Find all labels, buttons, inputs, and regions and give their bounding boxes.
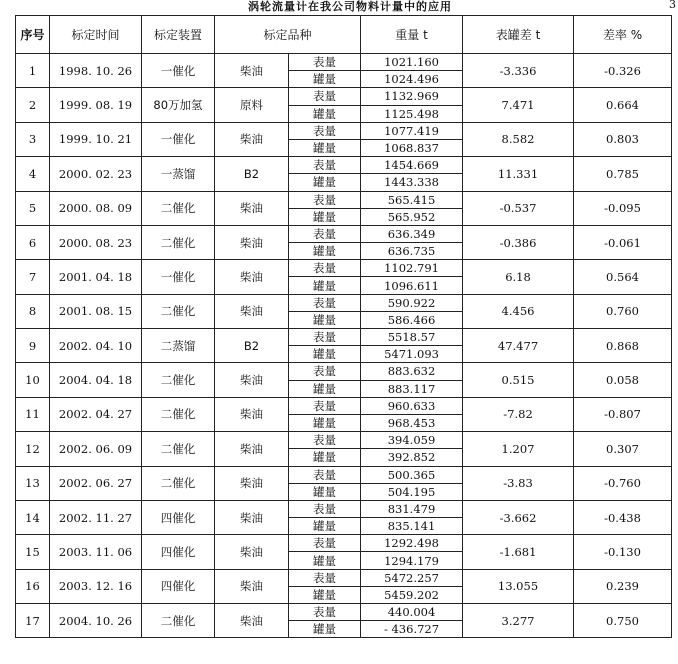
row-seq: 17 (16, 604, 50, 638)
tank-weight: 1068.837 (361, 139, 463, 156)
row-rate: 0.564 (574, 260, 672, 294)
meter-label: 表量 (289, 294, 361, 311)
row-seq: 7 (16, 260, 50, 294)
table-row (16, 225, 672, 242)
row-date: 2001. 08. 15 (50, 294, 142, 328)
row-rate: -0.130 (574, 535, 672, 569)
row-rate: 0.868 (574, 329, 672, 363)
tank-weight: 1024.496 (361, 71, 463, 88)
row-product: B2 (215, 157, 289, 191)
tank-weight: 1125.498 (361, 105, 463, 122)
row-diff: -3.662 (463, 500, 574, 534)
table-body (16, 54, 672, 638)
table-row (16, 432, 672, 449)
row-diff: -1.681 (463, 535, 574, 569)
page-number: 3 (669, 0, 676, 11)
row-device: 二催化 (142, 191, 215, 225)
row-seq: 1 (16, 54, 50, 88)
tank-label: 罐量 (289, 552, 361, 569)
row-product: 柴油 (215, 54, 289, 88)
table-row (16, 294, 672, 311)
row-rate: -0.095 (574, 191, 672, 225)
row-device: 一蒸馏 (142, 157, 215, 191)
row-device: 二催化 (142, 466, 215, 500)
tank-label: 罐量 (289, 518, 361, 535)
row-date: 2000. 08. 09 (50, 191, 142, 225)
meter-weight: 500.365 (361, 466, 463, 483)
row-date: 2002. 11. 27 (50, 500, 142, 534)
tank-label: 罐量 (289, 586, 361, 603)
meter-label: 表量 (289, 535, 361, 552)
row-date: 2002. 06. 09 (50, 432, 142, 466)
meter-label: 表量 (289, 225, 361, 242)
tank-label: 罐量 (289, 621, 361, 638)
meter-weight: 1021.160 (361, 54, 463, 71)
meter-weight: 394.059 (361, 432, 463, 449)
row-product: 柴油 (215, 122, 289, 156)
row-diff: -3.83 (463, 466, 574, 500)
tank-weight: 504.195 (361, 483, 463, 500)
row-date: 1999. 08. 19 (50, 88, 142, 122)
row-product: 柴油 (215, 225, 289, 259)
meter-weight: 1102.791 (361, 260, 463, 277)
row-date: 2003. 11. 06 (50, 535, 142, 569)
row-diff: 11.331 (463, 157, 574, 191)
meter-label: 表量 (289, 329, 361, 346)
row-product: 柴油 (215, 569, 289, 603)
row-diff: 1.207 (463, 432, 574, 466)
row-device: 四催化 (142, 500, 215, 534)
meter-weight: 1077.419 (361, 122, 463, 139)
table-row (16, 157, 672, 174)
header-rate: 差率 % (574, 16, 672, 54)
meter-label: 表量 (289, 191, 361, 208)
tank-label: 罐量 (289, 105, 361, 122)
row-device: 二催化 (142, 225, 215, 259)
tank-label: 罐量 (289, 380, 361, 397)
row-device: 二蒸馏 (142, 329, 215, 363)
row-product: 柴油 (215, 535, 289, 569)
meter-weight: 5472.257 (361, 569, 463, 586)
row-rate: 0.785 (574, 157, 672, 191)
table-row (16, 260, 672, 277)
row-seq: 3 (16, 122, 50, 156)
meter-label: 表量 (289, 500, 361, 517)
row-device: 一催化 (142, 260, 215, 294)
row-date: 2002. 06. 27 (50, 466, 142, 500)
header-product: 标定品种 (215, 16, 361, 54)
row-date: 2001. 04. 18 (50, 260, 142, 294)
tank-label: 罐量 (289, 311, 361, 328)
table-row (16, 500, 672, 517)
row-product: 原料 (215, 88, 289, 122)
row-product: 柴油 (215, 191, 289, 225)
row-date: 1998. 10. 26 (50, 54, 142, 88)
meter-weight: 440.004 (361, 604, 463, 621)
meter-label: 表量 (289, 432, 361, 449)
row-date: 2002. 04. 10 (50, 329, 142, 363)
tank-label: 罐量 (289, 449, 361, 466)
row-date: 2004. 04. 18 (50, 363, 142, 397)
row-date: 2002. 04. 27 (50, 397, 142, 431)
tank-weight: 586.466 (361, 311, 463, 328)
row-product: 柴油 (215, 466, 289, 500)
row-diff: 13.055 (463, 569, 574, 603)
row-seq: 11 (16, 397, 50, 431)
row-rate: 0.664 (574, 88, 672, 122)
row-rate: 0.307 (574, 432, 672, 466)
row-diff: -7.82 (463, 397, 574, 431)
row-rate: 0.239 (574, 569, 672, 603)
row-date: 2003. 12. 16 (50, 569, 142, 603)
row-date: 2000. 08. 23 (50, 225, 142, 259)
row-seq: 15 (16, 535, 50, 569)
row-device: 四催化 (142, 569, 215, 603)
row-seq: 13 (16, 466, 50, 500)
meter-weight: 831.479 (361, 500, 463, 517)
meter-label: 表量 (289, 397, 361, 414)
row-diff: 3.277 (463, 604, 574, 638)
row-date: 2004. 10. 26 (50, 604, 142, 638)
tank-label: 罐量 (289, 346, 361, 363)
row-product: 柴油 (215, 397, 289, 431)
meter-weight: 1132.969 (361, 88, 463, 105)
meter-label: 表量 (289, 604, 361, 621)
meter-weight: 5518.57 (361, 329, 463, 346)
tank-label: 罐量 (289, 243, 361, 260)
row-date: 1999. 10. 21 (50, 122, 142, 156)
row-product: 柴油 (215, 500, 289, 534)
meter-weight: 883.632 (361, 363, 463, 380)
tank-label: 罐量 (289, 174, 361, 191)
row-seq: 10 (16, 363, 50, 397)
tank-weight: 392.852 (361, 449, 463, 466)
row-rate: 0.750 (574, 604, 672, 638)
table-row (16, 88, 672, 105)
row-seq: 14 (16, 500, 50, 534)
row-device: 二催化 (142, 604, 215, 638)
meter-label: 表量 (289, 54, 361, 71)
meter-weight: 565.415 (361, 191, 463, 208)
row-diff: 4.456 (463, 294, 574, 328)
header-device: 标定装置 (142, 16, 215, 54)
tank-weight: 968.453 (361, 414, 463, 431)
row-seq: 12 (16, 432, 50, 466)
tank-weight: 636.735 (361, 243, 463, 260)
tank-weight: 883.117 (361, 380, 463, 397)
header-time: 标定时间 (50, 16, 142, 54)
table-row (16, 604, 672, 621)
row-seq: 8 (16, 294, 50, 328)
table-row (16, 329, 672, 346)
tank-weight: 1443.338 (361, 174, 463, 191)
row-diff: 8.582 (463, 122, 574, 156)
row-diff: 0.515 (463, 363, 574, 397)
row-seq: 9 (16, 329, 50, 363)
row-device: 一催化 (142, 122, 215, 156)
meter-label: 表量 (289, 260, 361, 277)
meter-weight: 636.349 (361, 225, 463, 242)
row-rate: -0.061 (574, 225, 672, 259)
table-row (16, 535, 672, 552)
row-diff: 6.18 (463, 260, 574, 294)
row-diff: -0.537 (463, 191, 574, 225)
meter-label: 表量 (289, 466, 361, 483)
meter-weight: 960.633 (361, 397, 463, 414)
header-diff: 表罐差 t (463, 16, 574, 54)
row-seq: 5 (16, 191, 50, 225)
tank-weight: 5459.202 (361, 586, 463, 603)
row-device: 二催化 (142, 432, 215, 466)
tank-weight: 1294.179 (361, 552, 463, 569)
meter-label: 表量 (289, 157, 361, 174)
table-row (16, 191, 672, 208)
running-title: 涡轮流量计在我公司物料计量中的应用 (248, 0, 452, 13)
row-device: 80万加氢 (142, 88, 215, 122)
tank-weight: - 436.727 (361, 621, 463, 638)
tank-label: 罐量 (289, 139, 361, 156)
row-rate: -0.760 (574, 466, 672, 500)
header-seq: 序号 (16, 16, 50, 54)
tank-weight: 835.141 (361, 518, 463, 535)
row-rate: 0.058 (574, 363, 672, 397)
page-header (0, 0, 678, 14)
table-row (16, 397, 672, 414)
meter-weight: 1292.498 (361, 535, 463, 552)
tank-label: 罐量 (289, 71, 361, 88)
row-device: 二催化 (142, 397, 215, 431)
table-row (16, 363, 672, 380)
row-diff: 7.471 (463, 88, 574, 122)
meter-label: 表量 (289, 122, 361, 139)
row-device: 二催化 (142, 294, 215, 328)
row-diff: 47.477 (463, 329, 574, 363)
row-date: 2000. 02. 23 (50, 157, 142, 191)
meter-label: 表量 (289, 363, 361, 380)
row-rate: -0.438 (574, 500, 672, 534)
table-row (16, 569, 672, 586)
row-product: B2 (215, 329, 289, 363)
row-seq: 4 (16, 157, 50, 191)
row-rate: 0.803 (574, 122, 672, 156)
table-row (16, 122, 672, 139)
table-row (16, 466, 672, 483)
meter-weight: 590.922 (361, 294, 463, 311)
row-rate: 0.760 (574, 294, 672, 328)
row-seq: 6 (16, 225, 50, 259)
tank-weight: 565.952 (361, 208, 463, 225)
row-diff: -3.336 (463, 54, 574, 88)
row-product: 柴油 (215, 604, 289, 638)
tank-label: 罐量 (289, 208, 361, 225)
row-seq: 2 (16, 88, 50, 122)
meter-weight: 1454.669 (361, 157, 463, 174)
row-product: 柴油 (215, 260, 289, 294)
row-rate: -0.807 (574, 397, 672, 431)
meter-label: 表量 (289, 569, 361, 586)
meter-label: 表量 (289, 88, 361, 105)
header-weight: 重量 t (361, 16, 463, 54)
row-seq: 16 (16, 569, 50, 603)
tank-label: 罐量 (289, 277, 361, 294)
table-row (16, 54, 672, 71)
calibration-table (15, 15, 672, 638)
row-device: 二催化 (142, 363, 215, 397)
table-header-row (16, 16, 672, 54)
row-device: 四催化 (142, 535, 215, 569)
row-rate: -0.326 (574, 54, 672, 88)
tank-weight: 5471.093 (361, 346, 463, 363)
row-product: 柴油 (215, 363, 289, 397)
tank-weight: 1096.611 (361, 277, 463, 294)
tank-label: 罐量 (289, 483, 361, 500)
row-device: 一催化 (142, 54, 215, 88)
row-diff: -0.386 (463, 225, 574, 259)
row-product: 柴油 (215, 294, 289, 328)
tank-label: 罐量 (289, 414, 361, 431)
row-product: 柴油 (215, 432, 289, 466)
